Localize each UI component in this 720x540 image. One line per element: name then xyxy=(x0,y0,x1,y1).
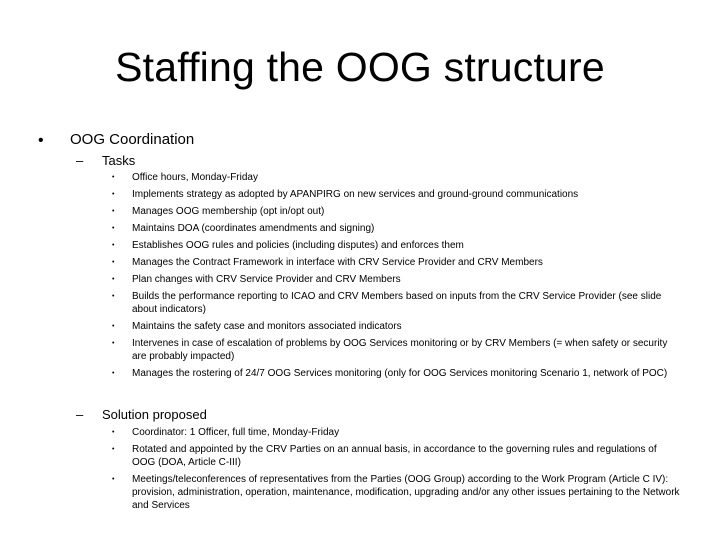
tasks-label: Tasks xyxy=(102,153,136,168)
bullet-icon: • xyxy=(112,323,115,330)
list-item: • Coordinator: 1 Officer, full time, Monday-Friday xyxy=(112,427,340,438)
section-label: OOG Coordination xyxy=(70,131,195,148)
list-item: • Meetings/teleconferences of representatives from the Parties (OOG Group) according to the Work Program (Article C IV): provision, administration, operation, maintenance, modification, upgrading and/or any other issues pertaining to the Network and Services xyxy=(112,474,680,511)
bullet-icon: • xyxy=(112,259,115,266)
bullet-icon: • xyxy=(112,446,115,453)
list-item: • Intervenes in case of escalation of problems by OOG Services monitoring or by CRV Members (= when safety or security are probably impacted) xyxy=(112,338,668,362)
tasks-list xyxy=(112,171,682,384)
bullet-icon: • xyxy=(112,191,115,198)
list-item: • Establishes OOG rules and policies (including disputes) and enforces them xyxy=(112,240,464,251)
bullet-icon: • xyxy=(112,225,115,232)
list-item: • Manages the Contract Framework in interface with CRV Service Provider and CRV Members xyxy=(112,257,543,268)
bullet-icon: • xyxy=(112,429,115,436)
list-item: • Implements strategy as adopted by APANPIRG on new services and ground-ground communications xyxy=(112,189,579,200)
dash-icon: – xyxy=(76,407,84,422)
dash-icon: – xyxy=(76,153,84,168)
bullet-icon: • xyxy=(112,174,115,181)
list-item: • Rotated and appointed by the CRV Parties on an annual basis, in accordance to the governing rules and regulations of OOG (DOA, Article C-III) xyxy=(112,444,657,468)
list-item: • Maintains DOA (coordinates amendments and signing) xyxy=(112,223,375,234)
list-item: • Plan changes with CRV Service Provider and CRV Members xyxy=(112,274,401,285)
solution-list xyxy=(112,426,682,516)
list-item: • Maintains the safety case and monitors associated indicators xyxy=(112,321,402,332)
bullet-icon: • xyxy=(112,208,115,215)
slide-title: Staffing the OOG structure xyxy=(115,44,605,90)
list-item: • Manages OOG membership (opt in/opt out) xyxy=(112,206,325,217)
list-item: • Builds the performance reporting to ICAO and CRV Members based on inputs from the CRV Service Provider (see slide about indicators) xyxy=(112,291,662,315)
bullet-icon: • xyxy=(112,340,115,347)
bullet-icon: • xyxy=(112,370,115,377)
bullet-icon: • xyxy=(112,276,115,283)
bullet-icon: • xyxy=(112,476,115,483)
solution-label: Solution proposed xyxy=(102,407,207,422)
bullet-icon: • xyxy=(38,132,44,149)
list-item: • Manages the rostering of 24/7 OOG Services monitoring (only for OOG Services monitoring Scenario 1, network of POC) xyxy=(112,368,668,379)
list-item: • Office hours, Monday-Friday xyxy=(112,172,258,183)
bullet-icon: • xyxy=(112,293,115,300)
bullet-icon: • xyxy=(112,242,115,249)
